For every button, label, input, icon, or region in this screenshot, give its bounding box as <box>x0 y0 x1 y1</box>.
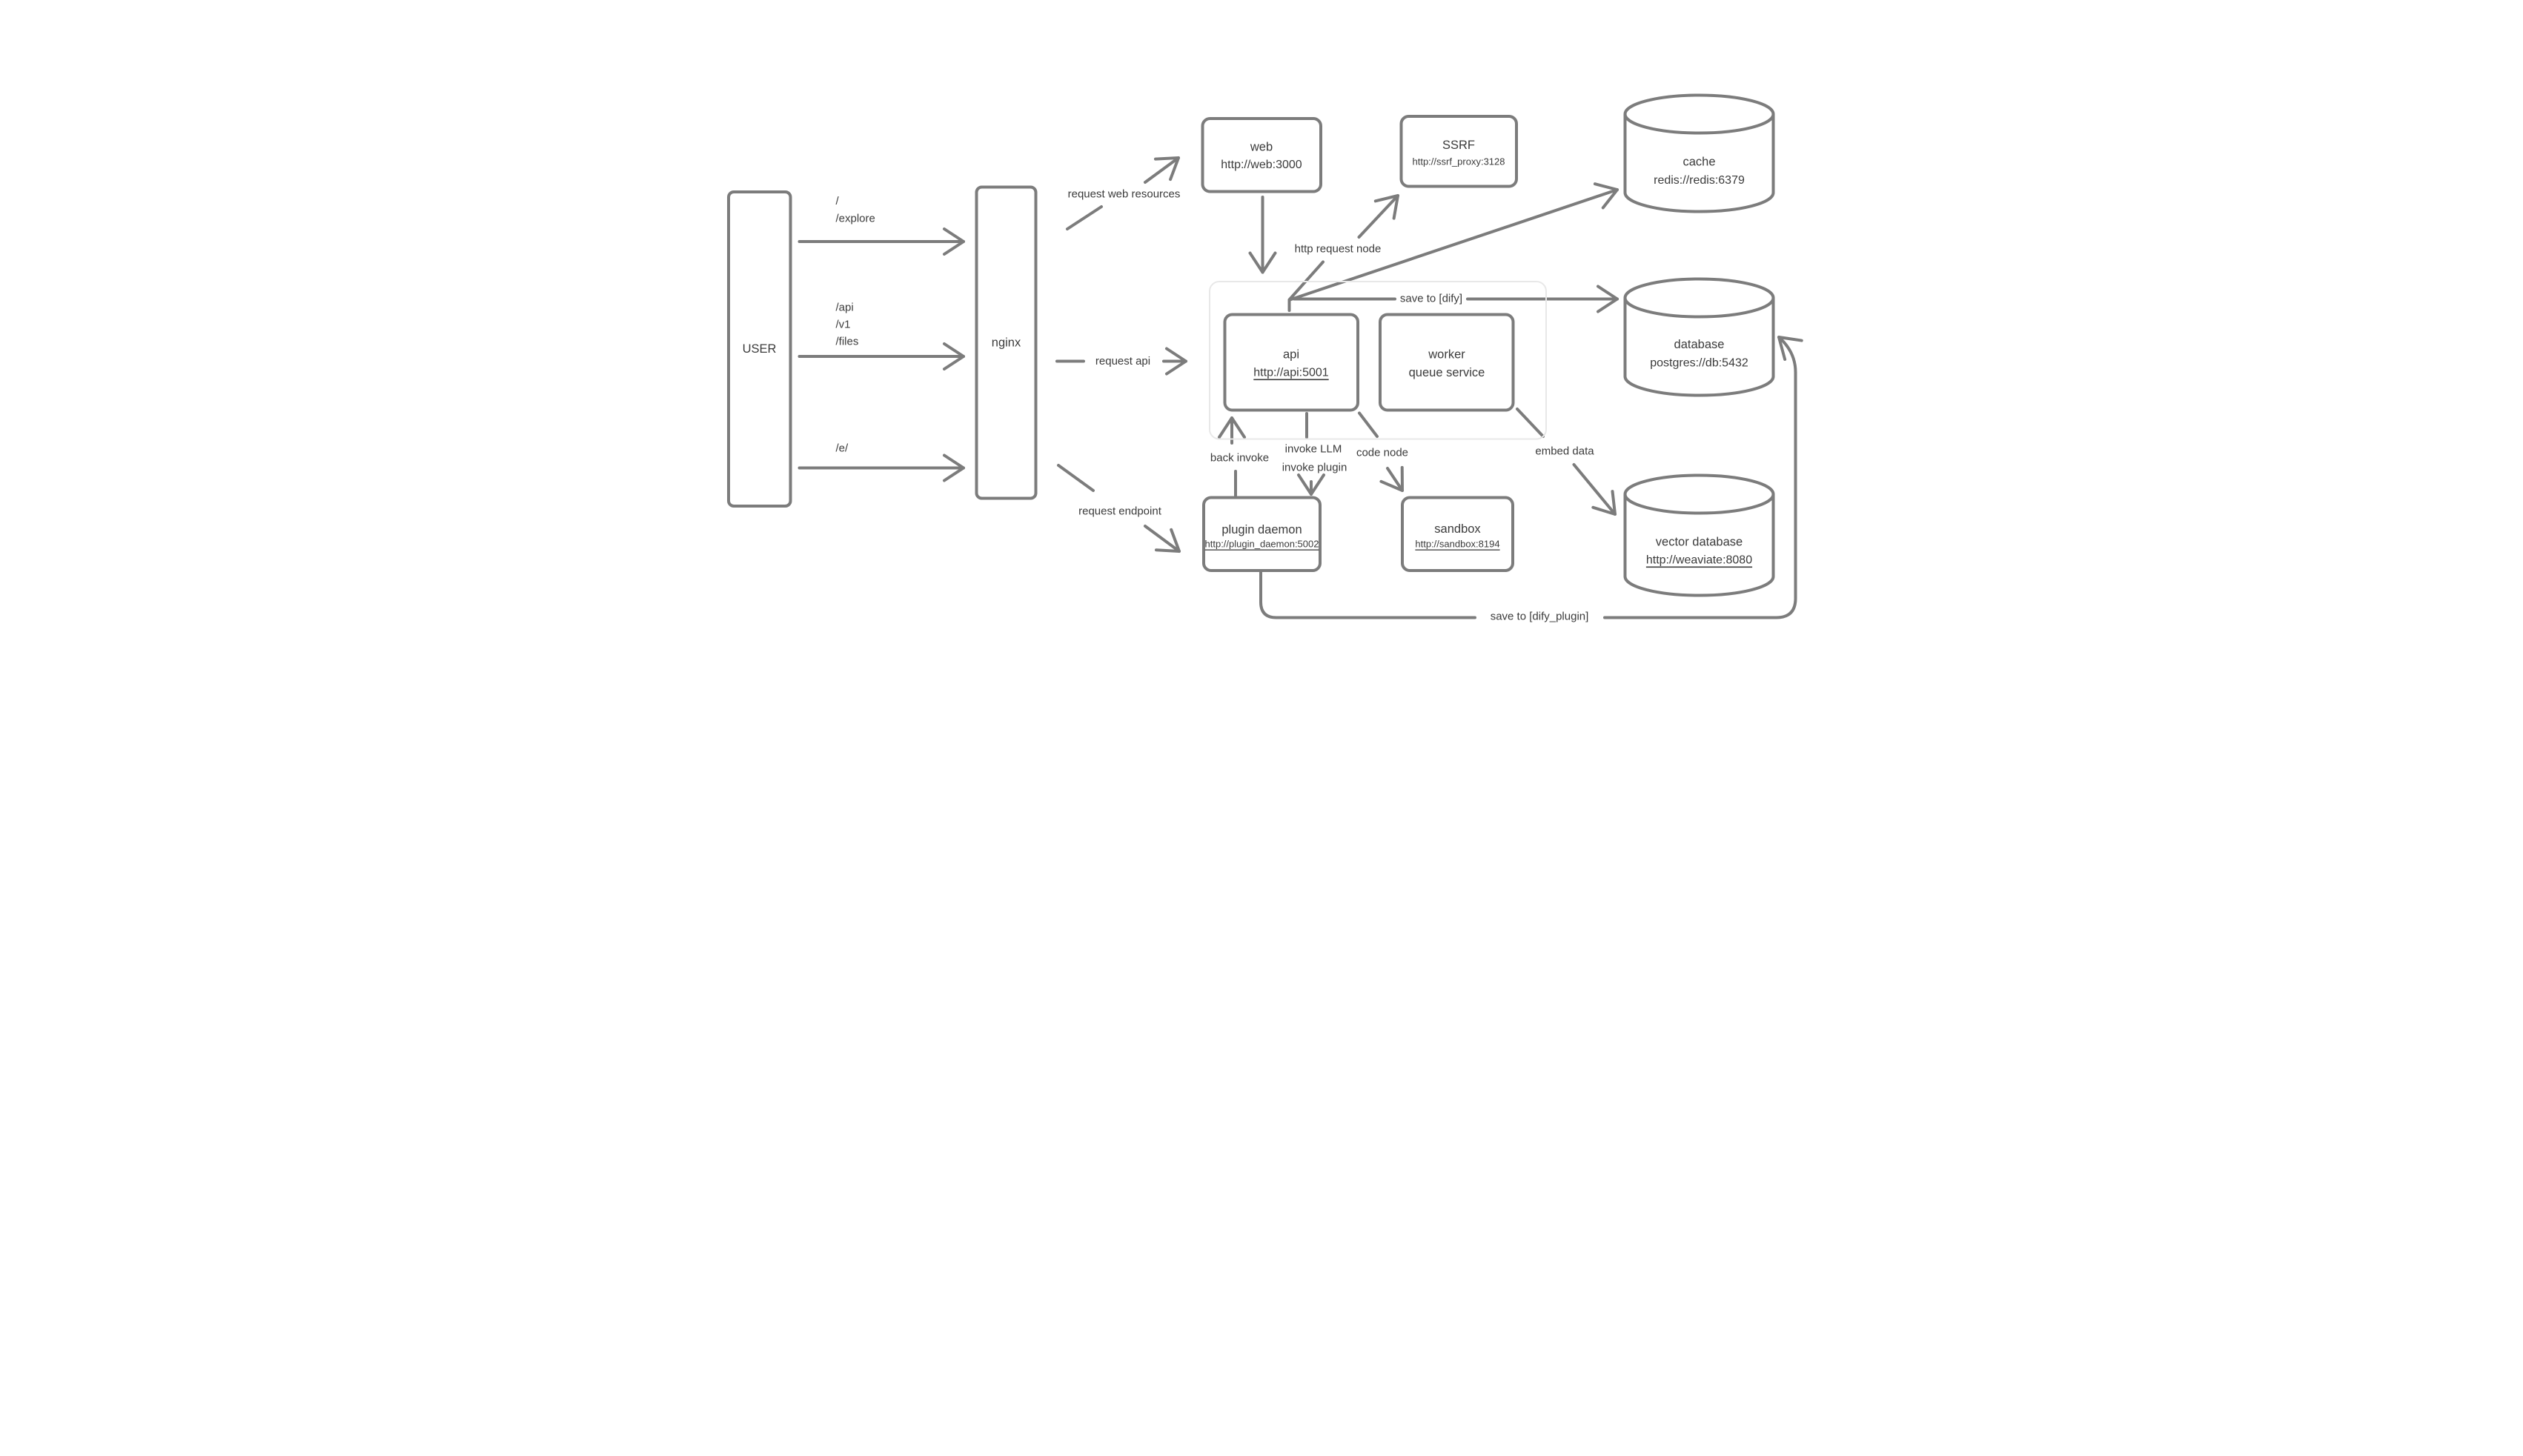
api-url: http://api:5001 <box>1253 366 1329 379</box>
label-save-to-dify: save to [dify] <box>1399 292 1463 305</box>
user-label: USER <box>742 342 777 356</box>
route-label-api: /api <box>835 301 854 314</box>
ssrf-url: http://ssrf_proxy:3128 <box>1412 156 1505 167</box>
route-label-explore: /explore <box>835 212 875 225</box>
cache-title: cache <box>1682 155 1716 169</box>
cache-url: redis://redis:6379 <box>1654 174 1745 187</box>
node-nginx <box>977 187 1036 499</box>
architecture-diagram <box>631 0 1892 728</box>
node-ssrf <box>1402 116 1517 187</box>
edge-api-sandbox-seg1 <box>1359 413 1377 437</box>
label-request-endpoint: request endpoint <box>1078 505 1161 518</box>
edge-nginx-web-seg2 <box>1145 158 1178 182</box>
label-invoke-llm: invoke LLM <box>1284 442 1342 456</box>
node-vector-database <box>1625 476 1774 596</box>
edge-api-sandbox-seg2 <box>1388 468 1402 491</box>
web-title: web <box>1250 140 1273 154</box>
label-invoke-plugin: invoke plugin <box>1282 461 1347 474</box>
api-title: api <box>1282 348 1300 362</box>
label-http-request-node: http request node <box>1294 242 1382 256</box>
node-cache <box>1625 96 1774 212</box>
edge-worker-vectordb-seg1 <box>1517 409 1543 436</box>
node-database <box>1625 279 1774 396</box>
edge-nginx-plugin-seg1 <box>1058 465 1093 491</box>
node-web <box>1203 119 1322 192</box>
vector-database-cylinder-top <box>1625 476 1774 513</box>
label-save-to-dify-plugin: save to [dify_plugin] <box>1490 610 1589 623</box>
plugin-daemon-title: plugin daemon <box>1221 523 1302 536</box>
node-worker <box>1380 315 1514 410</box>
web-url: http://web:3000 <box>1221 159 1302 171</box>
ssrf-title: SSRF <box>1442 139 1476 152</box>
label-code-node: code node <box>1356 446 1409 459</box>
nginx-label: nginx <box>991 336 1021 350</box>
route-label-v1: /v1 <box>835 318 851 331</box>
edge-nginx-web-seg1 <box>1067 207 1101 229</box>
edge-api-ssrf-seg2 <box>1359 196 1399 237</box>
diagram-canvas <box>631 0 1892 728</box>
database-title: database <box>1674 338 1725 351</box>
web-box <box>1203 119 1322 192</box>
sandbox-title: sandbox <box>1434 522 1481 536</box>
worker-title: worker <box>1428 348 1465 362</box>
cache-cylinder-top <box>1625 96 1774 133</box>
route-label-files: /files <box>835 335 859 348</box>
sandbox-url: http://sandbox:8194 <box>1415 538 1500 550</box>
vector-database-url: http://weaviate:8080 <box>1645 554 1753 567</box>
label-back-invoke: back invoke <box>1210 451 1270 465</box>
worker-box <box>1380 315 1514 410</box>
edge-worker-vectordb-seg2 <box>1574 465 1616 514</box>
node-sandbox <box>1402 498 1513 571</box>
node-plugin-daemon <box>1204 498 1320 571</box>
edge-nginx-plugin-seg2 <box>1145 526 1179 551</box>
label-embed-data: embed data <box>1535 445 1594 458</box>
node-user <box>729 192 791 506</box>
route-label-root: / <box>835 195 839 207</box>
database-cylinder-top <box>1625 279 1774 317</box>
worker-subtitle: queue service <box>1408 366 1485 379</box>
label-request-web-resources: request web resources <box>1067 187 1181 201</box>
vector-database-title: vector database <box>1655 535 1743 549</box>
label-request-api: request api <box>1095 355 1151 368</box>
edge-plugin-database-seg1 <box>1261 573 1475 618</box>
node-api <box>1225 315 1359 410</box>
database-url: postgres://db:5432 <box>1650 356 1748 370</box>
plugin-daemon-url: http://plugin_daemon:5002 <box>1204 538 1319 550</box>
route-label-e: /e/ <box>835 442 849 455</box>
api-box <box>1225 315 1359 410</box>
